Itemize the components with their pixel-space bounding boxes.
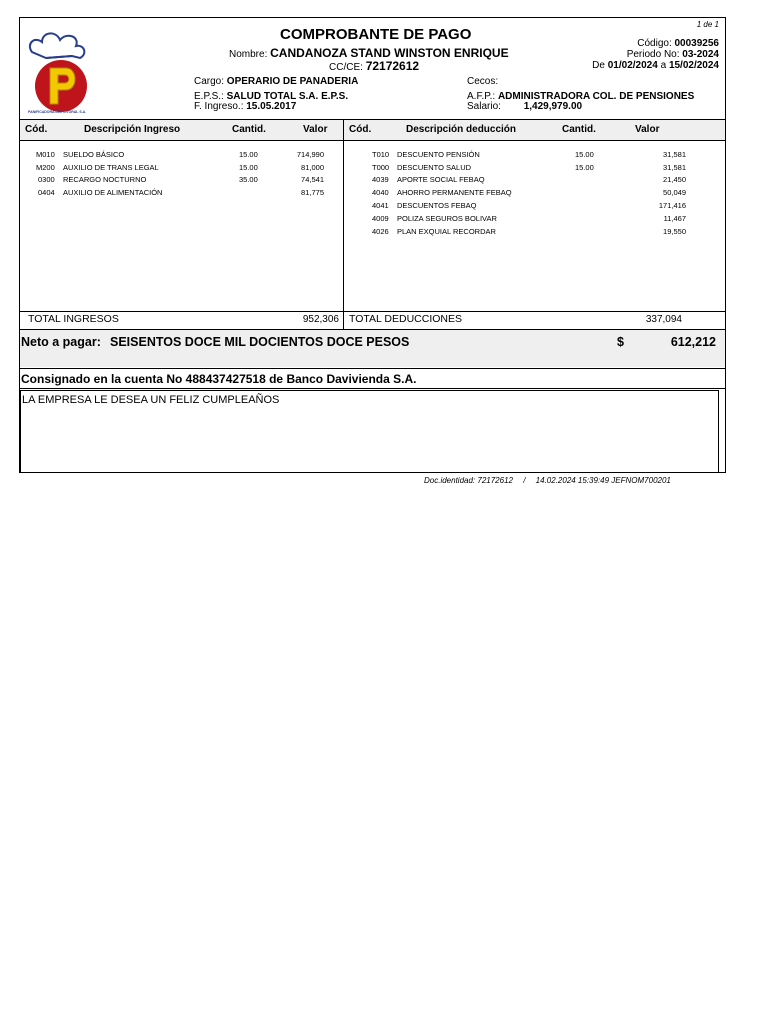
- codigo-label: Código:: [637, 38, 672, 49]
- row-cod: 4026: [372, 227, 389, 236]
- row-desc: PLAN EXQUIAL RECORDAR: [397, 227, 496, 236]
- salario-label: Salario:: [467, 101, 501, 112]
- nombre-row: [229, 46, 509, 60]
- page-count: 1 de 1: [696, 20, 719, 29]
- row-cant: 15.00: [239, 163, 258, 172]
- total-deducciones-value: 337,094: [645, 314, 682, 325]
- list-item: [372, 163, 389, 172]
- list-item: [301, 188, 324, 197]
- row-valor: 31,581: [663, 150, 686, 159]
- row-valor: 171,416: [658, 201, 686, 210]
- list-item: [575, 163, 594, 172]
- list-item: [372, 201, 389, 210]
- column-divider: [343, 119, 344, 329]
- list-item: [397, 188, 512, 197]
- footer-doc: Doc.identidad: 72172612: [424, 476, 513, 485]
- list-item: [663, 175, 686, 184]
- row-desc: APORTE SOCIAL FEBAQ: [397, 175, 485, 184]
- col-descripcion-ingreso: Descripción Ingreso: [84, 124, 181, 135]
- consignado-row: [20, 368, 725, 389]
- row-cod: 4040: [372, 188, 389, 197]
- row-cod: 4041: [372, 201, 389, 210]
- row-desc: RECARGO NOCTURNO: [63, 175, 147, 184]
- row-valor: 11,467: [663, 214, 686, 223]
- row-valor: 50,049: [663, 188, 686, 197]
- list-item: [397, 175, 485, 184]
- neto-text: SEISENTOS DOCE MIL DOCIENTOS DOCE PESOS: [110, 335, 410, 349]
- eps-label: E.P.S.:: [194, 91, 224, 102]
- row-cod: 0404: [38, 188, 55, 197]
- col-cod-deduccion: Cód.: [349, 124, 372, 135]
- eps-value: SALUD TOTAL S.A. E.P.S.: [226, 91, 349, 102]
- row-cod: M200: [36, 163, 55, 172]
- codigo-row: [637, 38, 719, 49]
- cargo-label: Cargo:: [194, 76, 225, 87]
- col-valor-ingreso: Valor: [303, 124, 328, 135]
- totals-divider: [20, 311, 725, 312]
- cecos-label: Cecos:: [467, 76, 499, 87]
- company-logo: [26, 28, 96, 123]
- afp-label: A.F.P.:: [467, 91, 496, 102]
- ingreso-row: [194, 101, 296, 112]
- footer-timestamp: 14.02.2024 15:39:49 JEFNOM700201: [535, 476, 671, 485]
- periodo-value: 03-2024: [682, 49, 719, 60]
- col-cod-ingreso: Cód.: [25, 124, 48, 135]
- list-item: [659, 201, 686, 210]
- row-desc: AUXILIO DE ALIMENTACIÓN: [63, 188, 163, 197]
- list-item: [36, 163, 55, 172]
- message-text: LA EMPRESA LE DESEA UN FELIZ CUMPLEAÑOS: [22, 394, 280, 406]
- col-cantid-ingreso: Cantid.: [232, 124, 266, 135]
- list-item: [663, 163, 686, 172]
- row-cod: T000: [372, 163, 390, 172]
- fecha-hasta: 15/02/2024: [668, 60, 719, 71]
- list-item: [239, 150, 258, 159]
- list-item: [301, 163, 324, 172]
- list-item: [397, 214, 497, 223]
- logo-caption: PANIFICADORA DEL LITORAL S.A.: [28, 110, 87, 114]
- date-range-row: [592, 60, 719, 71]
- salario-row: [467, 101, 582, 112]
- row-valor: 74,541: [301, 175, 324, 184]
- list-item: [372, 227, 389, 236]
- footer-stamp: [424, 476, 671, 485]
- list-item: [297, 150, 324, 159]
- salario-value: 1,429,979.00: [523, 101, 583, 112]
- total-ingresos-value: 952,306: [302, 314, 339, 325]
- cc-row: [329, 59, 419, 73]
- list-item: [372, 150, 389, 159]
- row-cod: M010: [36, 150, 55, 159]
- col-valor-deduccion: Valor: [635, 124, 660, 135]
- fecha-desde: 01/02/2024: [607, 60, 658, 71]
- row-valor: 81,775: [301, 188, 324, 197]
- col-cantid-deduccion: Cantid.: [562, 124, 596, 135]
- footer-sep: /: [523, 476, 526, 485]
- col-descripcion-deduccion: Descripción deducción: [406, 124, 517, 135]
- periodo-row: [627, 49, 719, 60]
- list-item: [663, 150, 686, 159]
- nombre-label: Nombre:: [229, 49, 268, 60]
- row-desc: AUXILIO DE TRANS LEGAL: [63, 163, 159, 172]
- a-label: a: [660, 60, 667, 71]
- neto-label: Neto a pagar:: [21, 335, 101, 349]
- consignado-text: Consignado en la cuenta No 488437427518 de Banco Davivienda S.A.: [21, 372, 417, 386]
- row-desc: DESCUENTO SALUD: [397, 163, 472, 172]
- row-desc: DESCUENTOS FEBAQ: [397, 201, 477, 210]
- row-valor: 21,450: [663, 175, 686, 184]
- cargo-row: [194, 76, 358, 87]
- row-cod: 4039: [372, 175, 389, 184]
- list-item: [63, 188, 162, 197]
- list-item: [663, 227, 686, 236]
- nombre-value: CANDANOZA STAND WINSTON ENRIQUE: [270, 46, 509, 60]
- list-item: [372, 175, 389, 184]
- list-item: [239, 163, 258, 172]
- list-item: [664, 214, 686, 223]
- table-header: [20, 119, 725, 141]
- list-item: [239, 175, 258, 184]
- de-label: De: [592, 60, 605, 71]
- row-cod: 0300: [38, 175, 55, 184]
- message-box: [20, 390, 719, 473]
- row-valor: 81,000: [301, 163, 324, 172]
- cargo-value: OPERARIO DE PANADERIA: [226, 76, 359, 87]
- neto-a-pagar: [20, 329, 725, 367]
- list-item: [397, 163, 471, 172]
- list-item: [397, 201, 476, 210]
- list-item: [372, 214, 389, 223]
- periodo-label: Periodo No:: [626, 49, 680, 60]
- payslip-document: [19, 17, 726, 473]
- list-item: [575, 150, 594, 159]
- row-desc: POLIZA SEGUROS BOLIVAR: [397, 214, 497, 223]
- list-item: [38, 188, 55, 197]
- list-item: [663, 188, 686, 197]
- list-item: [63, 150, 124, 159]
- list-item: [397, 150, 480, 159]
- row-cant: 15.00: [575, 150, 594, 159]
- row-cant: 15.00: [575, 163, 594, 172]
- total-deducciones-label: TOTAL DEDUCCIONES: [349, 313, 462, 325]
- row-desc: SUELDO BÁSICO: [63, 150, 125, 159]
- neto-currency: $: [617, 335, 624, 349]
- ingreso-label: F. Ingreso.:: [194, 101, 244, 112]
- row-desc: AHORRO PERMANENTE FEBAQ: [397, 188, 512, 197]
- list-item: [372, 188, 389, 197]
- row-cod: 4009: [372, 214, 389, 223]
- cc-value: 72172612: [365, 59, 420, 73]
- document-title: COMPROBANTE DE PAGO: [280, 26, 472, 43]
- row-valor: 19,550: [663, 227, 686, 236]
- cc-label: CC/CE:: [329, 62, 363, 73]
- list-item: [397, 227, 496, 236]
- list-item: [63, 163, 159, 172]
- cecos-row: [467, 76, 498, 87]
- row-valor: 714,990: [296, 150, 324, 159]
- row-cant: 35.00: [239, 175, 258, 184]
- row-desc: DESCUENTO PENSIÓN: [397, 150, 480, 159]
- list-item: [301, 175, 324, 184]
- row-cod: T010: [372, 150, 390, 159]
- afp-value: ADMINISTRADORA COL. DE PENSIONES: [497, 91, 695, 102]
- list-item: [36, 150, 55, 159]
- row-valor: 31,581: [663, 163, 686, 172]
- row-cant: 15.00: [239, 150, 258, 159]
- list-item: [63, 175, 146, 184]
- list-item: [38, 175, 55, 184]
- codigo-value: 00039256: [674, 38, 719, 49]
- total-ingresos-label: TOTAL INGRESOS: [28, 313, 119, 325]
- ingreso-value: 15.05.2017: [246, 101, 297, 112]
- neto-value: 612,212: [670, 335, 716, 349]
